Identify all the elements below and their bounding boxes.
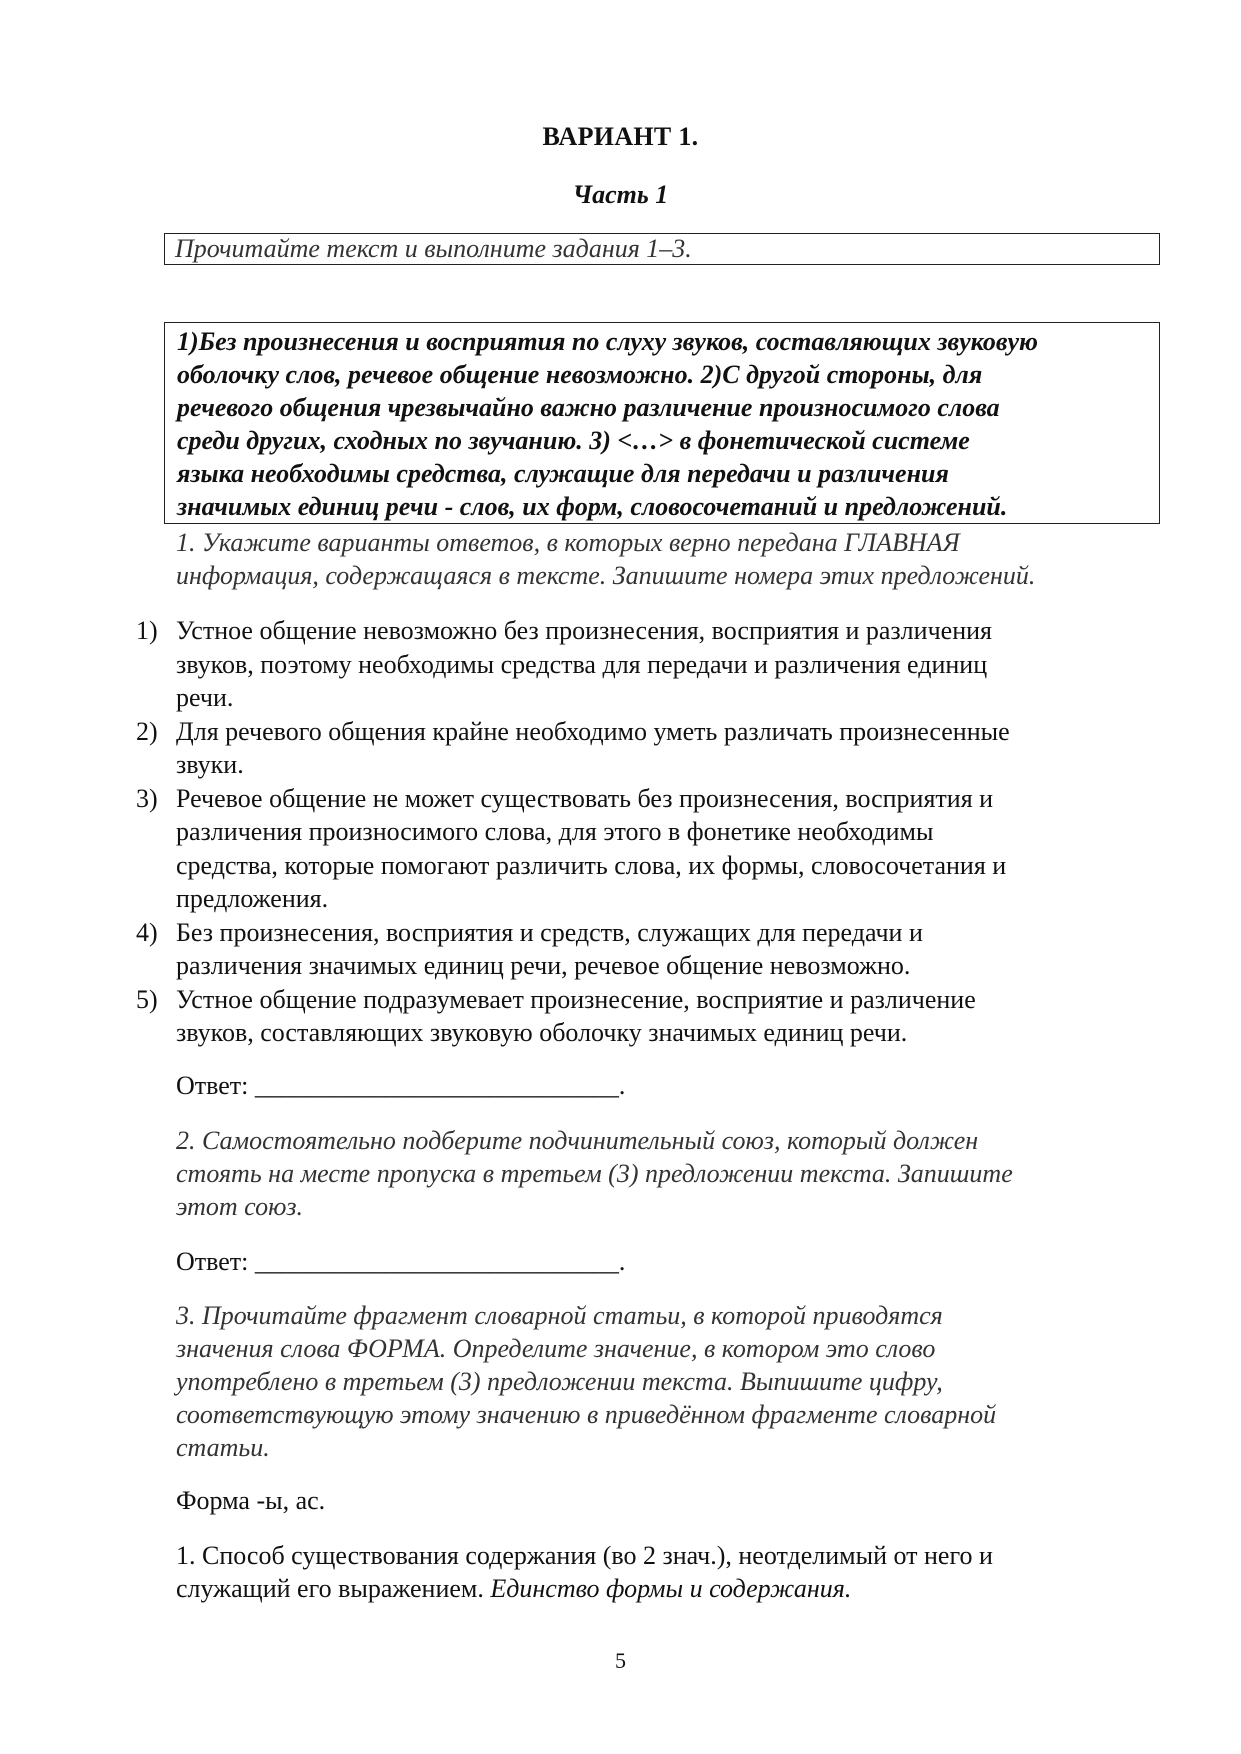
passage-line: среди других, сходных по звучанию. 3) <…> в фонетической системе bbox=[177, 426, 970, 455]
option-text bbox=[176, 614, 1156, 715]
answer-line-1: Ответ: ____________________________. bbox=[176, 1071, 626, 1100]
question-line: 2. Самостоятельно подберите подчинительный союз, который должен bbox=[176, 1126, 979, 1155]
question-line: употреблено в третьем (3) предложении текста. Выпишите цифру, bbox=[176, 1367, 943, 1396]
answer-option-5 bbox=[136, 983, 1156, 1050]
option-number: 3) bbox=[136, 783, 158, 813]
dictionary-headword: Форма -ы, ас. bbox=[176, 1486, 326, 1515]
answer-option-2 bbox=[136, 715, 1156, 782]
instruction-box: Прочитайте текст и выполните задания 1–3. bbox=[164, 233, 1160, 265]
option-text bbox=[176, 916, 1156, 983]
page-number: 5 bbox=[615, 1648, 626, 1673]
answer-options-list bbox=[136, 614, 1156, 1050]
variant-title: ВАРИАНТ 1. bbox=[542, 122, 699, 151]
part-title: Часть 1 bbox=[572, 180, 669, 209]
option-text bbox=[176, 782, 1156, 916]
option-text bbox=[176, 983, 1156, 1050]
option-line: Речевое общение не может существовать без произнесения, восприятия и bbox=[176, 783, 994, 813]
definition-example: Единство формы и содержания. bbox=[490, 1574, 852, 1603]
definition-line bbox=[176, 1572, 1166, 1605]
question-3 bbox=[176, 1299, 1166, 1464]
question-1 bbox=[176, 526, 1166, 592]
option-text bbox=[176, 715, 1156, 782]
question-line: этот союз. bbox=[176, 1192, 304, 1221]
definition-text: служащий его выражением. bbox=[176, 1574, 484, 1603]
option-line: звуки. bbox=[176, 750, 244, 779]
option-number: 1) bbox=[136, 616, 158, 645]
definition-line: 1. Способ существования содержания (во 2 знач.), неотделимый от него и bbox=[176, 1541, 993, 1570]
passage-line: языка необходимы средства, служащие для передачи и различения bbox=[177, 459, 949, 488]
option-number: 4) bbox=[136, 917, 158, 947]
option-line: Без произнесения, восприятия и средств, служащих для передачи и bbox=[176, 917, 923, 947]
passage-line: оболочку слов, речевое общение невозможно. 2)С другой стороны, для bbox=[177, 360, 983, 389]
option-number: 5) bbox=[136, 984, 158, 1014]
question-line: информация, содержащаяся в тексте. Запишите номера этих предложений. bbox=[176, 561, 1036, 590]
option-line: различения произносимого слова, для этого в фонетике необходимы bbox=[176, 817, 934, 846]
question-line: статьи. bbox=[176, 1433, 270, 1462]
option-number: 2) bbox=[136, 716, 158, 746]
question-line: 1. Укажите варианты ответов, в которых верно передана ГЛАВНАЯ bbox=[176, 528, 960, 557]
question-2 bbox=[176, 1124, 1166, 1223]
dictionary-definition bbox=[176, 1539, 1166, 1605]
passage-line: речевого общения чрезвычайно важно различение произносимого слова bbox=[177, 393, 1000, 422]
option-line: средства, которые помогают различить слова, их формы, словосочетания и bbox=[176, 850, 1007, 880]
passage-box bbox=[164, 322, 1160, 524]
answer-line-2: Ответ: ____________________________. bbox=[176, 1247, 626, 1276]
question-line: 3. Прочитайте фрагмент словарной статьи, в которой приводятся bbox=[176, 1301, 943, 1330]
option-line: звуков, составляющих звуковую оболочку значимых единиц речи. bbox=[176, 1018, 908, 1047]
answer-option-3 bbox=[136, 782, 1156, 916]
question-line: стоять на месте пропуска в третьем (3) предложении текста. Запишите bbox=[176, 1159, 1013, 1188]
option-line: различения значимых единиц речи, речевое общение невозможно. bbox=[176, 951, 911, 980]
passage-line: значимых единиц речи - слов, их форм, словосочетаний и предложений. bbox=[177, 492, 1008, 521]
answer-option-1 bbox=[136, 614, 1156, 715]
question-line: значения слова ФОРМА. Определите значение, в котором это слово bbox=[176, 1334, 936, 1363]
option-line: речи. bbox=[176, 683, 234, 712]
question-line: соответствующую этому значению в приведённом фрагменте словарной bbox=[176, 1400, 997, 1429]
option-line: звуков, поэтому необходимы средства для передачи и различения единиц bbox=[176, 649, 988, 679]
option-line: Устное общение невозможно без произнесения, восприятия и различения bbox=[176, 616, 992, 645]
option-line: предложения. bbox=[176, 884, 329, 913]
answer-option-4 bbox=[136, 916, 1156, 983]
option-line: Устное общение подразумевает произнесение, восприятие и различение bbox=[176, 984, 976, 1014]
option-line: Для речевого общения крайне необходимо уметь различать произнесенные bbox=[176, 716, 1010, 746]
passage-line: 1)Без произнесения и восприятия по слуху звуков, составляющих звуковую bbox=[177, 327, 1038, 356]
